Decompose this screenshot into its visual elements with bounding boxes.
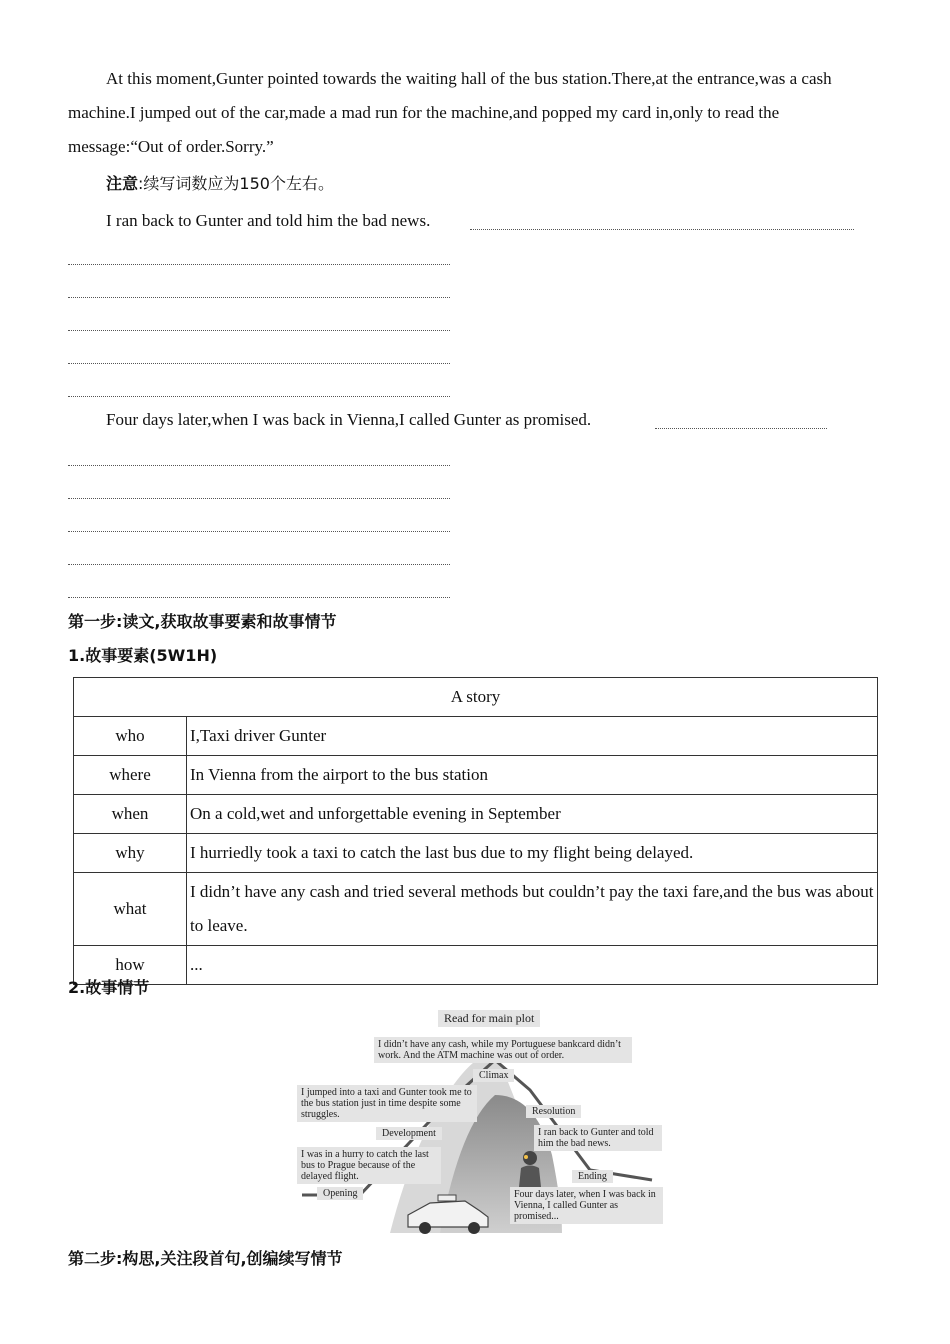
table-row [74,873,878,946]
row-value: ... [187,946,878,985]
writing-line[interactable] [68,363,450,364]
word-count-note [68,167,868,201]
climax-label: Climax [473,1069,514,1082]
row-value: In Vienna from the airport to the bus station [187,756,878,795]
ending-label: Ending [572,1170,613,1183]
row-key: how [74,946,187,985]
writing-line[interactable] [68,465,450,466]
writing-line[interactable] [68,597,450,598]
row-value: I hurriedly took a taxi to catch the last bus due to my flight being delayed. [187,834,878,873]
writing-line[interactable] [68,498,450,499]
writing-line[interactable] [470,229,854,230]
resolution-label: Resolution [526,1105,581,1118]
row-value: I didn’t have any cash and tried several methods but couldn’t pay the taxi fare,and the bus was about to leave. [187,873,878,946]
opening-label: Opening [317,1187,363,1200]
opening-text-box: I was in a hurry to catch the last bus to Prague because of the delayed flight. [297,1147,441,1184]
row-value: I,Taxi driver Gunter [187,717,878,756]
story-plot-heading: 2.故事情节 [68,978,150,997]
row-key: what [74,873,187,946]
row-value: On a cold,wet and unforgettable evening in September [187,795,878,834]
writing-line[interactable] [68,297,450,298]
writing-line[interactable] [68,564,450,565]
continuation-start-2: Four days later,when I was back in Vienna,I called Gunter as promised. [106,410,592,429]
writing-line[interactable] [655,428,827,429]
story-elements-heading-text: 1.故事要素(5W1H) [68,646,218,665]
story-elements-heading [68,643,217,666]
diagram-title: Read for main plot [438,1010,540,1027]
climax-text-box: I didn’t have any cash, while my Portuguese bankcard didn’t work. And the ATM machine was out of order. [374,1037,632,1063]
table-header: A story [74,678,878,717]
table-row [74,756,878,795]
row-key: who [74,717,187,756]
passage-paragraph: At this moment,Gunter pointed towards the waiting hall of the bus station.There,at the entrance,was a cash machine.I jumped out of the car,made a mad run for the machine,and popped my card in,only to read the message:“Out of order.Sorry.” [68,69,832,156]
row-key: when [74,795,187,834]
step1-title: 第一步:读文,获取故事要素和故事情节 [68,612,337,631]
continuation-start-1: I ran back to Gunter and told him the bad news. [106,211,431,230]
writing-line[interactable] [68,396,450,397]
writing-line[interactable] [68,531,450,532]
table-row [74,717,878,756]
row-key: where [74,756,187,795]
table-row [74,834,878,873]
plot-diagram [290,1005,665,1235]
note-text: :续写词数应为150个左右。 [138,174,334,193]
development-label: Development [376,1127,442,1140]
development-text-box: I jumped into a taxi and Gunter took me to the bus station just in time despite some struggles. [297,1085,477,1122]
story-elements-table [73,677,878,985]
ending-text-box: Four days later, when I was back in Vienna, I called Gunter as promised... [510,1187,663,1224]
step2-title: 第二步:构思,关注段首句,创编续写情节 [68,1249,343,1268]
table-row [74,946,878,985]
writing-line[interactable] [68,330,450,331]
table-row [74,795,878,834]
note-label: 注意 [106,174,139,193]
writing-line[interactable] [68,264,450,265]
row-key: why [74,834,187,873]
resolution-text-box: I ran back to Gunter and told him the bad news. [534,1125,662,1151]
